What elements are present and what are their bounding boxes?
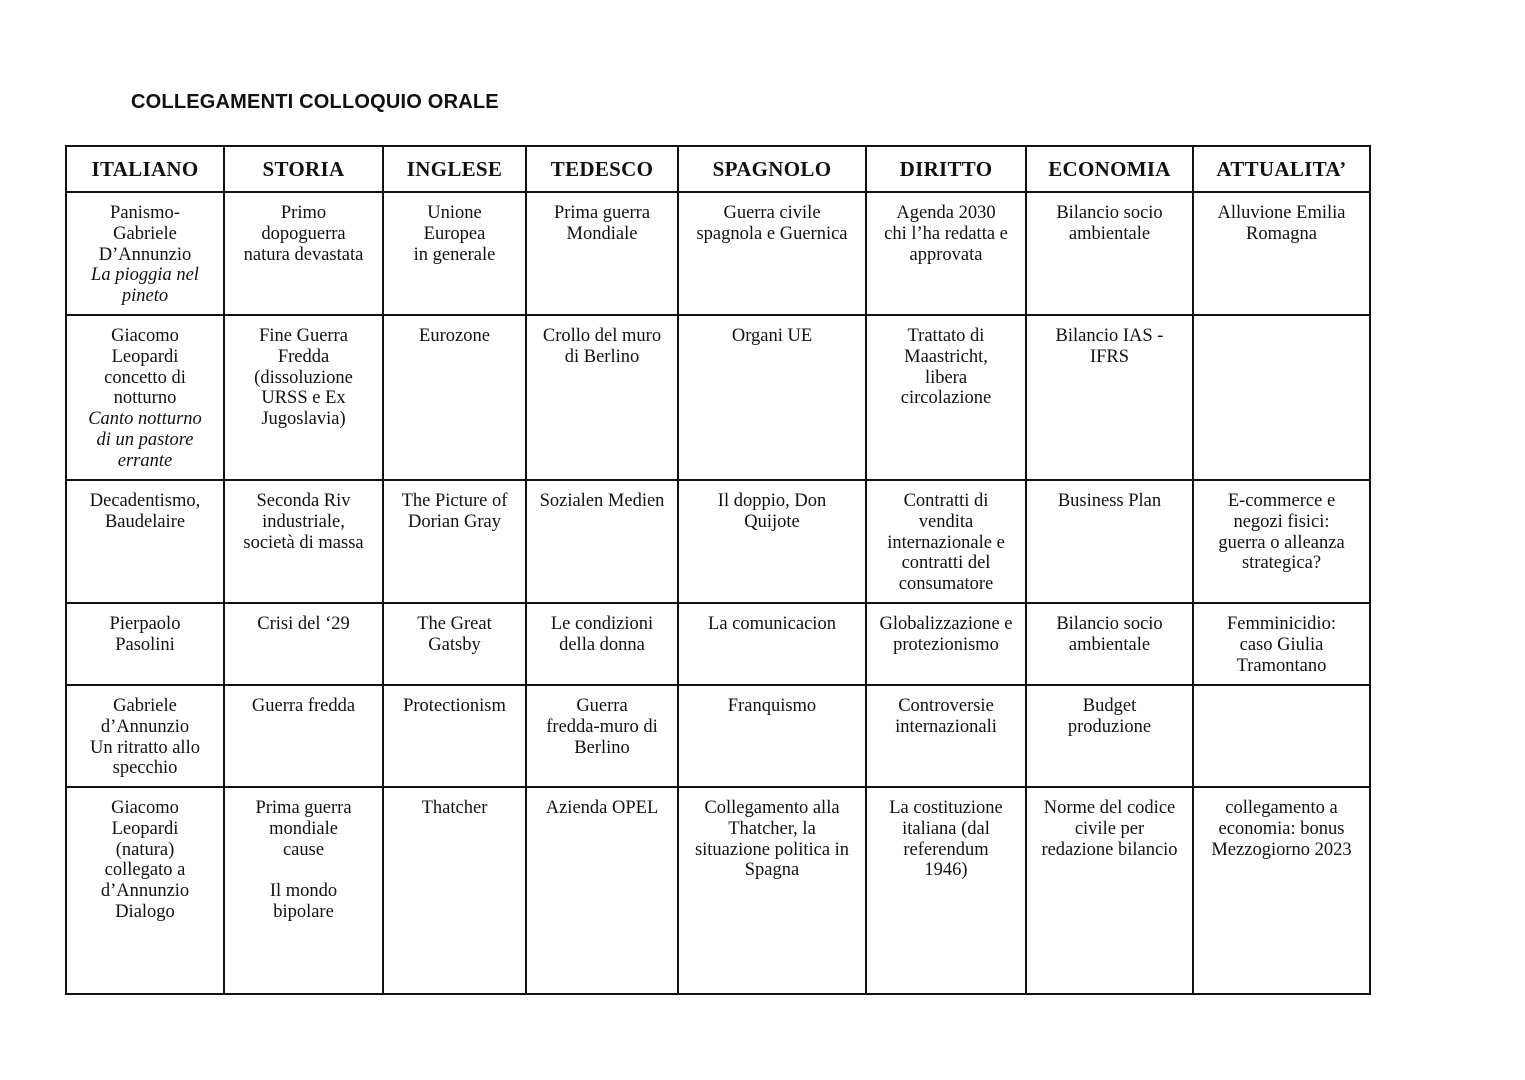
cell-line: IFRS: [1089, 346, 1130, 367]
cell-line: produzione: [1067, 716, 1152, 737]
cell-line: Dialogo: [115, 901, 175, 922]
table-cell: [866, 787, 1026, 994]
cell-line: chi l’ha redatta e: [884, 223, 1008, 244]
cell-line: civile per: [1074, 818, 1145, 839]
cell-line: collegamento a: [1225, 798, 1338, 818]
table-cell: [678, 192, 866, 315]
header-inglese: INGLESE: [383, 146, 526, 192]
table-cell: [1026, 787, 1193, 994]
cell-line: Pierpaolo: [109, 614, 181, 634]
table-cell: [526, 315, 678, 480]
table-cell: [678, 685, 866, 787]
cell-line: Alluvione Emilia: [1217, 203, 1346, 223]
table-cell: [678, 480, 866, 603]
cell-line: (dissoluzione: [254, 367, 353, 388]
cell-line: ambientale: [1068, 634, 1151, 655]
cell-line: di un pastore: [96, 429, 194, 450]
cell-line: Controversie: [898, 696, 994, 716]
cell-line: Panismo-: [110, 203, 180, 223]
cell-line: Spagna: [744, 860, 800, 881]
table-cell: [678, 603, 866, 685]
cell-line: (natura): [115, 839, 175, 860]
table-cell: [383, 685, 526, 787]
table-cell: [526, 480, 678, 603]
cell-line: Berlino: [574, 737, 630, 758]
cell-line: Decadentismo,: [89, 491, 201, 511]
table-cell: [383, 480, 526, 603]
cell-line: Primo: [280, 203, 327, 223]
cell-line: approvata: [909, 244, 983, 265]
cell-line: La costituzione: [889, 798, 1003, 818]
table-cell: [1193, 315, 1370, 480]
cell-line: Unione: [427, 203, 482, 223]
cell-line: Femminicidio:: [1227, 614, 1336, 634]
cell-line: Leopardi: [111, 818, 179, 839]
cell-line: caso Giulia: [1239, 634, 1324, 655]
cell-line: dopoguerra: [261, 223, 346, 244]
table-cell: [66, 315, 224, 480]
cell-line: Europea: [423, 223, 486, 244]
cell-line: situazione politica in: [694, 839, 850, 860]
table-cell: [526, 603, 678, 685]
table-cell: [66, 787, 224, 994]
header-attualita: ATTUALITA’: [1193, 146, 1370, 192]
table-cell: [1026, 480, 1193, 603]
cell-line: contratti del: [901, 553, 991, 574]
cell-line: Collegamento alla: [704, 798, 840, 818]
cell-line: protezionismo: [893, 634, 999, 655]
cell-line: consumatore: [898, 574, 994, 595]
cell-line: Fine Guerra: [259, 326, 348, 346]
cell-line: Maastricht,: [904, 346, 988, 367]
cell-line: Bilancio socio: [1056, 614, 1163, 634]
cell-line: in generale: [413, 244, 496, 265]
cell-line: economia: bonus: [1218, 818, 1345, 839]
cell-line: Organi UE: [731, 326, 813, 346]
cell-line: Bilancio IAS -: [1055, 326, 1164, 346]
cell-line: Canto notturno: [88, 409, 202, 430]
cell-line: E-commerce e: [1227, 491, 1336, 511]
cell-line: vendita: [918, 511, 974, 532]
table-row: [66, 603, 1370, 685]
table-cell: [866, 480, 1026, 603]
cell-line: D’Annunzio: [98, 244, 192, 265]
table-cell: [678, 315, 866, 480]
table-cell: [224, 787, 383, 994]
table-cell: [383, 315, 526, 480]
cell-line: Protectionism: [403, 696, 506, 716]
cell-line: Business Plan: [1057, 491, 1162, 511]
cell-line: Romagna: [1246, 223, 1317, 244]
table-row: [66, 192, 1370, 315]
header-italiano: ITALIANO: [66, 146, 224, 192]
cell-line: spagnola e Guernica: [696, 223, 848, 244]
table-cell: [383, 787, 526, 994]
cell-line: referendum: [903, 839, 989, 860]
cell-line: Sozialen Medien: [539, 491, 665, 511]
cell-line: Gatsby: [428, 634, 481, 655]
table-row: [66, 787, 1370, 994]
table-cell: [1026, 603, 1193, 685]
table-cell: [1193, 192, 1370, 315]
cell-line: The Great: [417, 614, 492, 634]
cell-line: libera: [924, 367, 968, 388]
cell-line: concetto di: [104, 367, 186, 388]
cell-line: Dorian Gray: [408, 511, 501, 532]
cell-line: Guerra: [576, 696, 628, 716]
table-cell: [66, 192, 224, 315]
table-cell: [866, 603, 1026, 685]
cell-line: Guerra fredda: [251, 696, 356, 716]
cell-line: Quijote: [744, 511, 800, 532]
cell-line: Le condizioni: [550, 614, 654, 634]
table-cell: [224, 685, 383, 787]
cell-line: circolazione: [900, 388, 992, 409]
table-cell: [224, 480, 383, 603]
cell-line: Norme del codice: [1043, 798, 1176, 818]
cell-line: italiana (dal: [902, 818, 990, 839]
cell-line: redazione bilancio: [1041, 839, 1178, 860]
table-cell: [224, 192, 383, 315]
header-spagnolo: SPAGNOLO: [678, 146, 866, 192]
table-row: [66, 685, 1370, 787]
table-cell: [383, 192, 526, 315]
cell-line: strategica?: [1241, 553, 1322, 574]
cell-line: Gabriele: [113, 696, 177, 716]
cell-line: Crisi del ‘29: [257, 614, 350, 634]
cell-line: Bilancio socio: [1056, 203, 1163, 223]
cell-line: La comunicacion: [708, 614, 836, 634]
cell-line: errante: [117, 450, 173, 471]
cell-line: pineto: [121, 286, 169, 307]
table-cell: [526, 192, 678, 315]
cell-line: Giacomo: [111, 798, 179, 818]
cell-line: The Picture of: [401, 491, 508, 511]
table-cell: [526, 685, 678, 787]
cell-line: Baudelaire: [104, 511, 186, 532]
cell-line: Leopardi: [111, 346, 179, 367]
cell-line: Prima guerra: [255, 798, 352, 818]
cell-line: della donna: [559, 634, 645, 655]
cell-line: d’Annunzio: [100, 881, 190, 902]
topics-table: [65, 145, 1371, 995]
cell-line: Tramontano: [1236, 655, 1327, 676]
table-cell: [678, 787, 866, 994]
cell-line: Azienda OPEL: [545, 798, 659, 818]
cell-line: bipolare: [273, 901, 334, 922]
table-cell: [66, 480, 224, 603]
table-cell: [1193, 685, 1370, 787]
cell-line: Prima guerra: [553, 203, 651, 223]
table-row: [66, 480, 1370, 603]
cell-line: Il mondo: [269, 881, 338, 902]
cell-line: Contratti di: [903, 491, 989, 511]
cell-line: notturno: [113, 388, 177, 409]
cell-line: guerra o alleanza: [1218, 532, 1345, 553]
table-cell: [1193, 603, 1370, 685]
cell-line: Seconda Riv: [256, 491, 351, 511]
cell-line: Trattato di: [907, 326, 985, 346]
cell-line: specchio: [112, 758, 178, 779]
cell-line: Franquismo: [727, 696, 817, 716]
cell-line: negozi fisici:: [1233, 511, 1330, 532]
page-title: COLLEGAMENTI COLLOQUIO ORALE: [131, 91, 499, 113]
header-diritto: DIRITTO: [866, 146, 1026, 192]
cell-line: industriale,: [262, 511, 345, 532]
table-cell: [1026, 685, 1193, 787]
cell-line: Globalizzazione e: [879, 614, 1013, 634]
cell-line: Gabriele: [113, 223, 177, 244]
cell-line: di Berlino: [564, 346, 640, 367]
cell-line: fredda-muro di: [546, 716, 658, 737]
cell-line: URSS e Ex: [261, 388, 346, 409]
cell-line: Jugoslavia): [261, 409, 346, 430]
cell-line: [229, 860, 378, 881]
cell-line: internazionale e: [887, 532, 1005, 553]
cell-line: Giacomo: [111, 326, 179, 346]
table-cell: [866, 315, 1026, 480]
cell-line: natura devastata: [243, 244, 364, 265]
table-body: [66, 192, 1370, 994]
cell-line: Thatcher: [421, 798, 488, 818]
table-cell: [224, 315, 383, 480]
cell-line: internazionali: [895, 716, 997, 737]
cell-line: cause: [282, 839, 325, 860]
cell-line: La pioggia nel: [91, 265, 199, 286]
cell-line: Agenda 2030: [896, 203, 996, 223]
table-cell: [1193, 480, 1370, 603]
cell-line: società di massa: [243, 532, 364, 553]
table-cell: [66, 685, 224, 787]
cell-line: 1946): [924, 860, 968, 881]
cell-line: Thatcher, la: [728, 818, 816, 839]
cell-line: collegato a: [104, 860, 186, 881]
cell-line: Un ritratto allo: [90, 737, 200, 758]
cell-line: Mezzogiorno 2023: [1211, 839, 1352, 860]
table-cell: [866, 192, 1026, 315]
cell-line: Mondiale: [566, 223, 638, 244]
cell-line: ambientale: [1068, 223, 1151, 244]
table-cell: [1026, 315, 1193, 480]
cell-line: mondiale: [269, 818, 338, 839]
table-cell: [224, 603, 383, 685]
table-cell: [66, 603, 224, 685]
cell-line: Il doppio, Don: [717, 491, 827, 511]
cell-line: d’Annunzio: [100, 716, 190, 737]
table-cell: [526, 787, 678, 994]
cell-line: Fredda: [277, 346, 330, 367]
table-cell: [866, 685, 1026, 787]
header-economia: ECONOMIA: [1026, 146, 1193, 192]
cell-line: Crollo del muro: [542, 326, 662, 346]
header-storia: STORIA: [224, 146, 383, 192]
table-cell: [1026, 192, 1193, 315]
cell-line: Pasolini: [115, 634, 175, 655]
cell-line: Eurozone: [419, 326, 490, 346]
table-cell: [1193, 787, 1370, 994]
header-row: [66, 146, 1370, 192]
cell-line: Guerra civile: [723, 203, 821, 223]
table-row: [66, 315, 1370, 480]
header-tedesco: TEDESCO: [526, 146, 678, 192]
table-cell: [383, 603, 526, 685]
cell-line: Budget: [1082, 696, 1137, 716]
